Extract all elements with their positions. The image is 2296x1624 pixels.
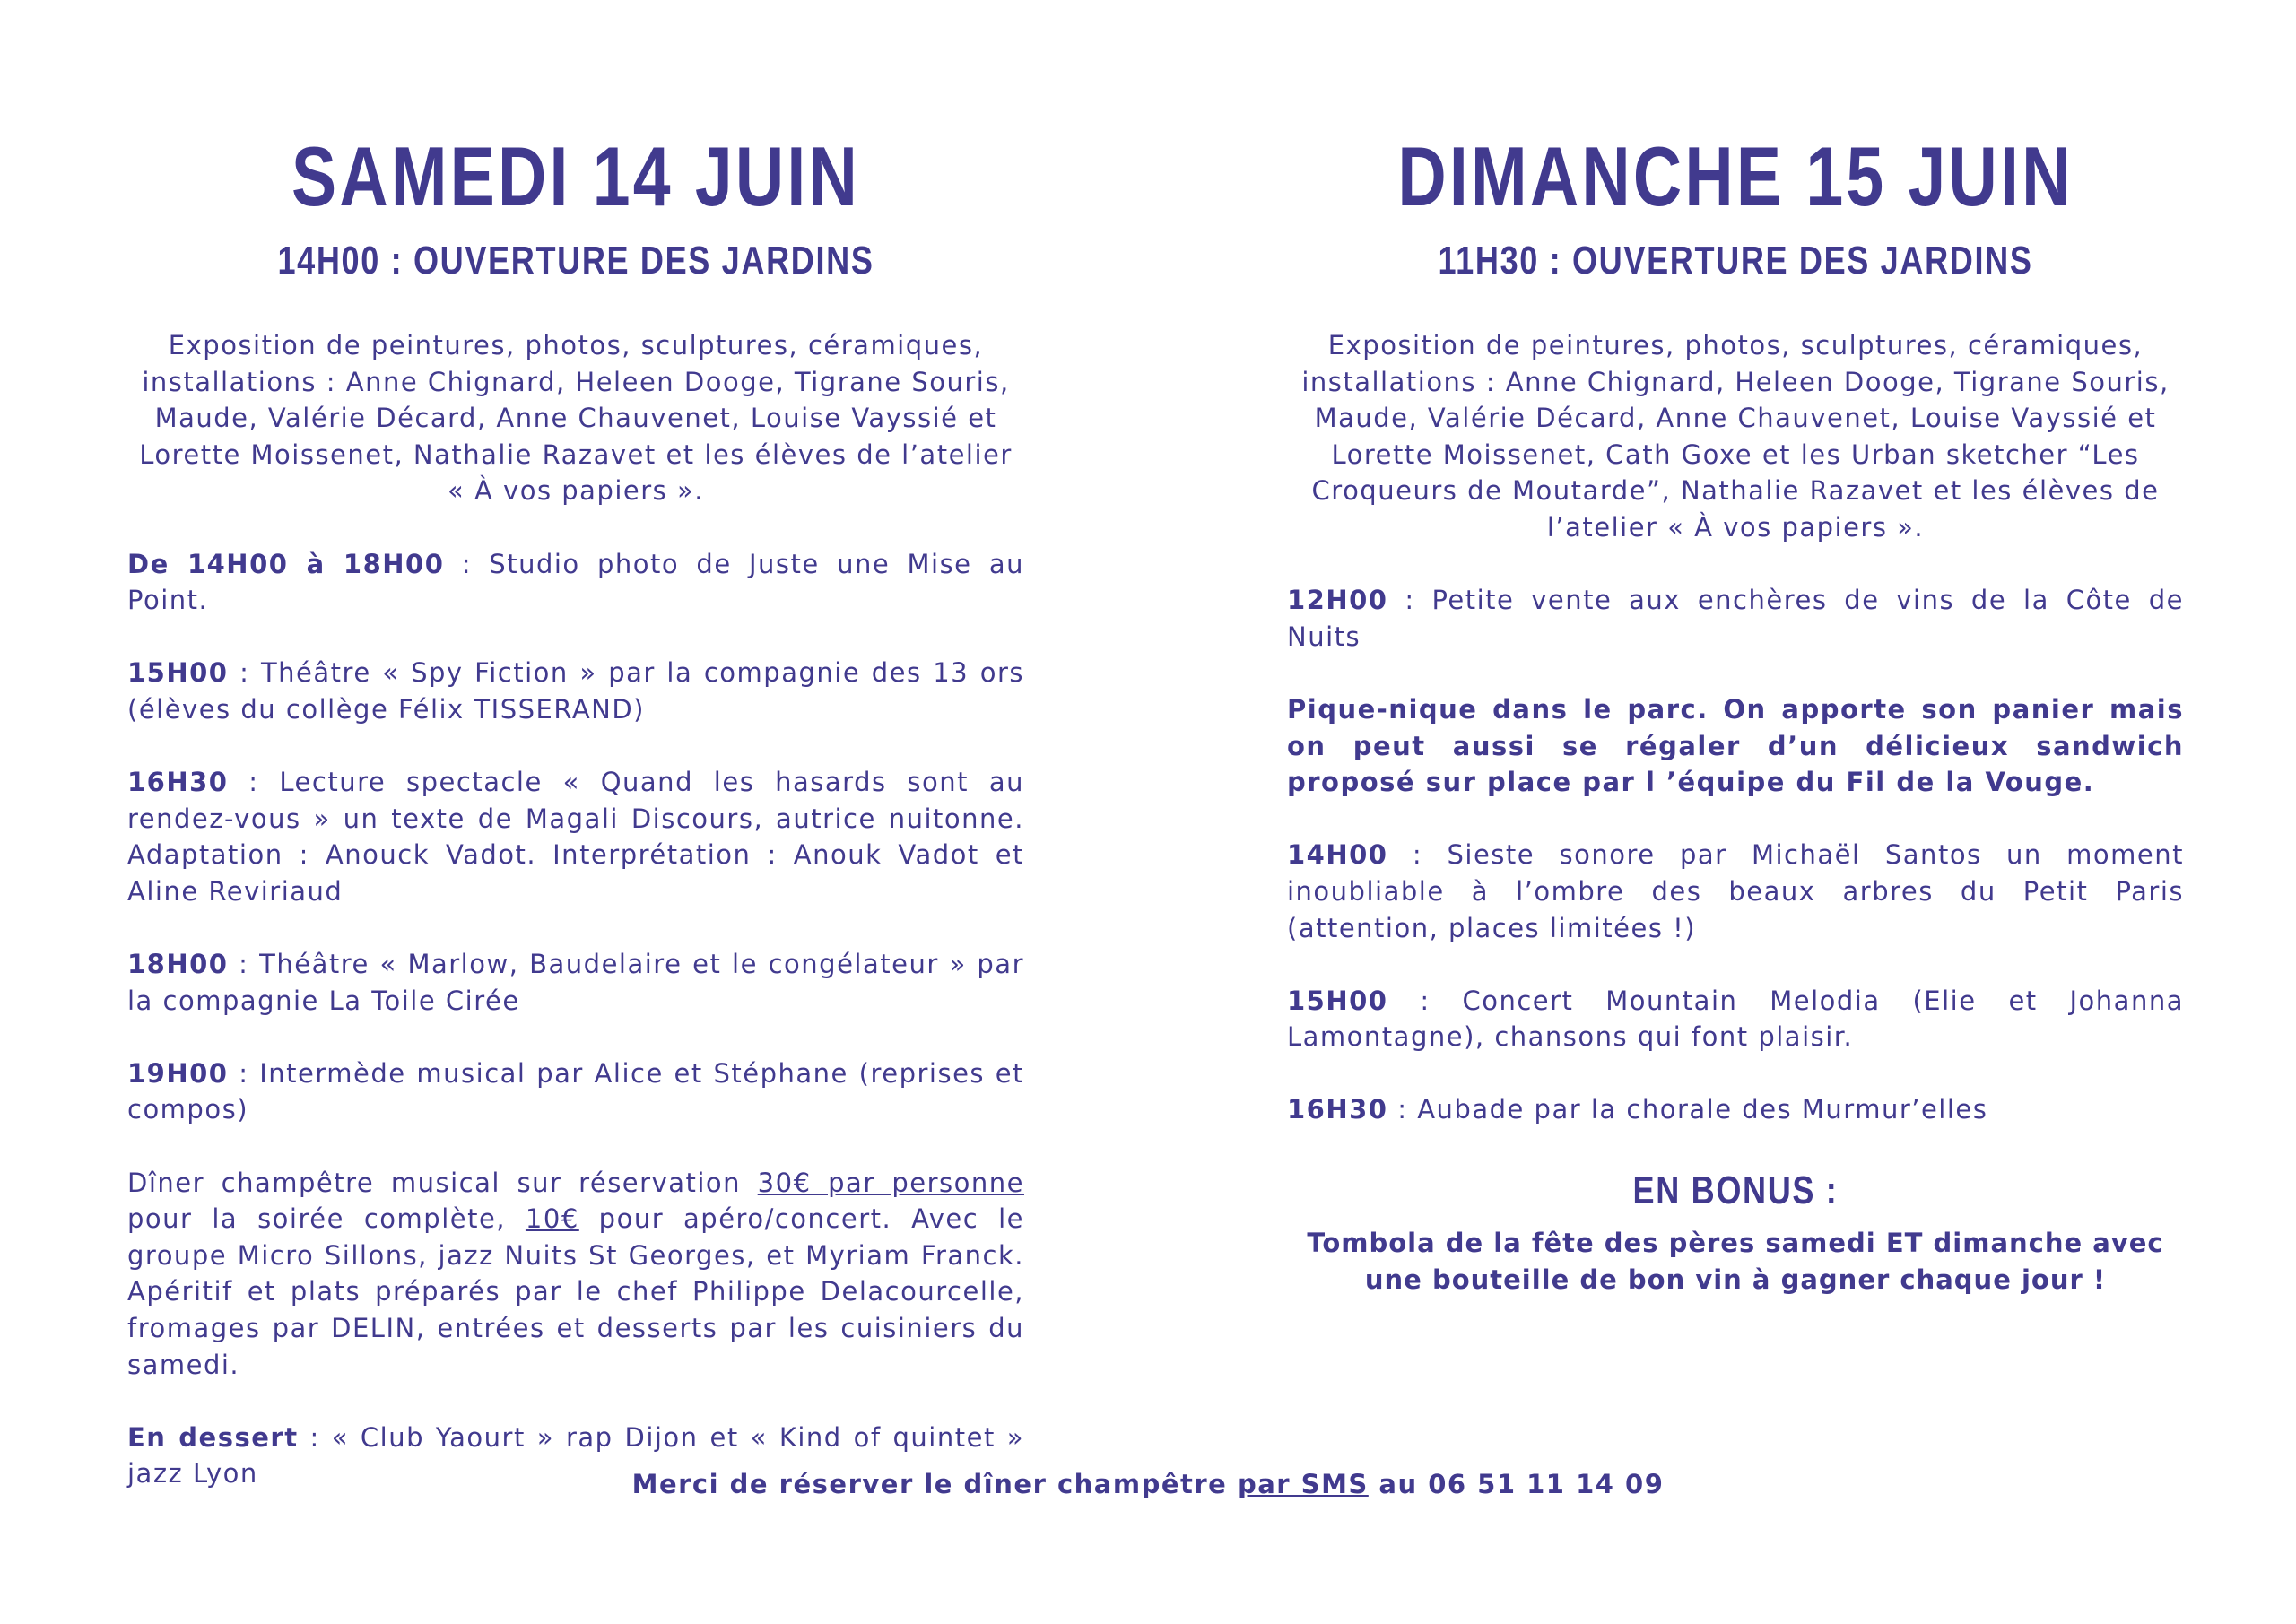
sunday-exhibition: Exposition de peintures, photos, sculptures, céramiques, installations : Anne Chignard, Heleen Dooge, Tigrane Souris, Maude, Valérie Décard, Anne Chauvenet, Louise Vayssié et Lorette Moissenet, Cath Goxe et les Urban sketcher “Les Croqueurs de Moutarde”, Nathalie Razavet et les élèves de l’atelier « À vos papiers ».: [1301, 330, 2170, 543]
dinner-price-short: 10€: [525, 1203, 579, 1235]
event-text: : Théâtre « Marlow, Baudelaire et le congélateur » par la compagnie La Toile Cirée: [127, 949, 1024, 1016]
saturday-content: [127, 327, 1024, 1529]
event-time: 15H00: [127, 657, 229, 689]
dessert-label: En dessert: [127, 1421, 299, 1453]
event-text: : Lecture spectacle « Quand les hasards sont au rendez-vous » un texte de Magali Discours, autrice nuitonne. Adaptation : Anouck Vadot. Interprétation : Anouk Vadot et Aline Reviriaud: [127, 767, 1024, 907]
sunday-event: [1287, 983, 2184, 1055]
reservation-note: [0, 1466, 2296, 1502]
event-text: : Théâtre « Spy Fiction » par la compagnie des 13 ors (élèves du collège Félix TISSERAND): [127, 657, 1024, 725]
dinner-text: pour la soirée complète,: [127, 1203, 526, 1235]
saturday-event: [127, 546, 1024, 619]
sunday-event: [1287, 1091, 2184, 1128]
saturday-event: [127, 946, 1024, 1019]
dinner-text: Dîner champêtre musical sur réservation: [127, 1167, 758, 1198]
sunday-picnic: Pique-nique dans le parc. On apporte son panier mais on peut aussi se régaler d’un délicieux sandwich proposé sur place par l ’équipe du Fil de la Vouge.: [1287, 693, 2184, 798]
dessert-text: : « Club Yaourt » rap Dijon et « Kind of quintet » jazz Lyon: [127, 1421, 1024, 1489]
event-text: : Aubade par la chorale des Murmur’elles: [1387, 1094, 1988, 1125]
footer-text: Merci de réserver le dîner champêtre: [631, 1469, 1238, 1499]
sunday-auction: [1287, 582, 2184, 655]
sunday-event: [1287, 837, 2184, 946]
event-time: De 14H00 à 18H00: [127, 548, 445, 579]
saturday-event: [127, 655, 1024, 727]
event-time: 16H30: [1287, 1094, 1388, 1125]
saturday-dinner: [127, 1165, 1024, 1384]
event-text: : Sieste sonore par Michaël Santos un moment inoubliable à l’ombre des beaux arbres du Petit Paris (attention, places limitées !): [1287, 839, 2184, 943]
saturday-title: SAMEDI 14 JUIN: [291, 129, 861, 223]
event-time: 14H00: [1287, 839, 1388, 871]
event-time: 15H00: [1287, 985, 1388, 1016]
event-text: : Concert Mountain Melodia (Elie et Johanna Lamontagne), chansons qui font plaisir.: [1287, 985, 2184, 1053]
event-time: 18H00: [127, 949, 229, 980]
saturday-opening: 14H00 : OUVERTURE DES JARDINS: [277, 239, 874, 282]
bonus-text: Tombola de la fête des pères samedi ET dimanche avec une bouteille de bon vin à gagner chaque jour !: [1307, 1228, 2164, 1295]
event-text: : Petite vente aux enchères de vins de la Côte de Nuits: [1287, 585, 2184, 652]
footer-text: au 06 51 11 14 09: [1368, 1469, 1665, 1499]
sms-link: par SMS: [1237, 1469, 1369, 1499]
event-time: 19H00: [127, 1057, 229, 1089]
event-text: : Intermède musical par Alice et Stéphane (reprises et compos): [127, 1057, 1024, 1125]
dinner-price-full: 30€ par personne: [757, 1167, 1024, 1198]
sunday-opening: 11H30 : OUVERTURE DES JARDINS: [1438, 239, 2033, 282]
event-time: 16H30: [127, 767, 229, 798]
dinner-text: pour apéro/concert. Avec le groupe Micro Sillons, jazz Nuits St Georges, et Myriam Franck. Apéritif et plats préparés par le chef Philippe Delacourcelle, fromages par DELIN, entrées et desserts par les cuisiniers du samedi.: [127, 1203, 1024, 1380]
sunday-title: DIMANCHE 15 JUIN: [1397, 129, 2074, 223]
saturday-event: [127, 1055, 1024, 1128]
event-text: : Studio photo de Juste une Mise au Point.: [127, 548, 1024, 616]
bonus-title: EN BONUS :: [1632, 1168, 1839, 1212]
sunday-content: [1287, 327, 2184, 1165]
event-time: 12H00: [1287, 585, 1388, 616]
saturday-event: [127, 764, 1024, 909]
saturday-exhibition: Exposition de peintures, photos, sculptures, céramiques, installations : Anne Chignard, Heleen Dooge, Tigrane Souris, Maude, Valérie Décard, Anne Chauvenet, Louise Vayssié et Lorette Moissenet, Nathalie Razavet et les élèves de l’atelier « À vos papiers ».: [139, 330, 1013, 507]
